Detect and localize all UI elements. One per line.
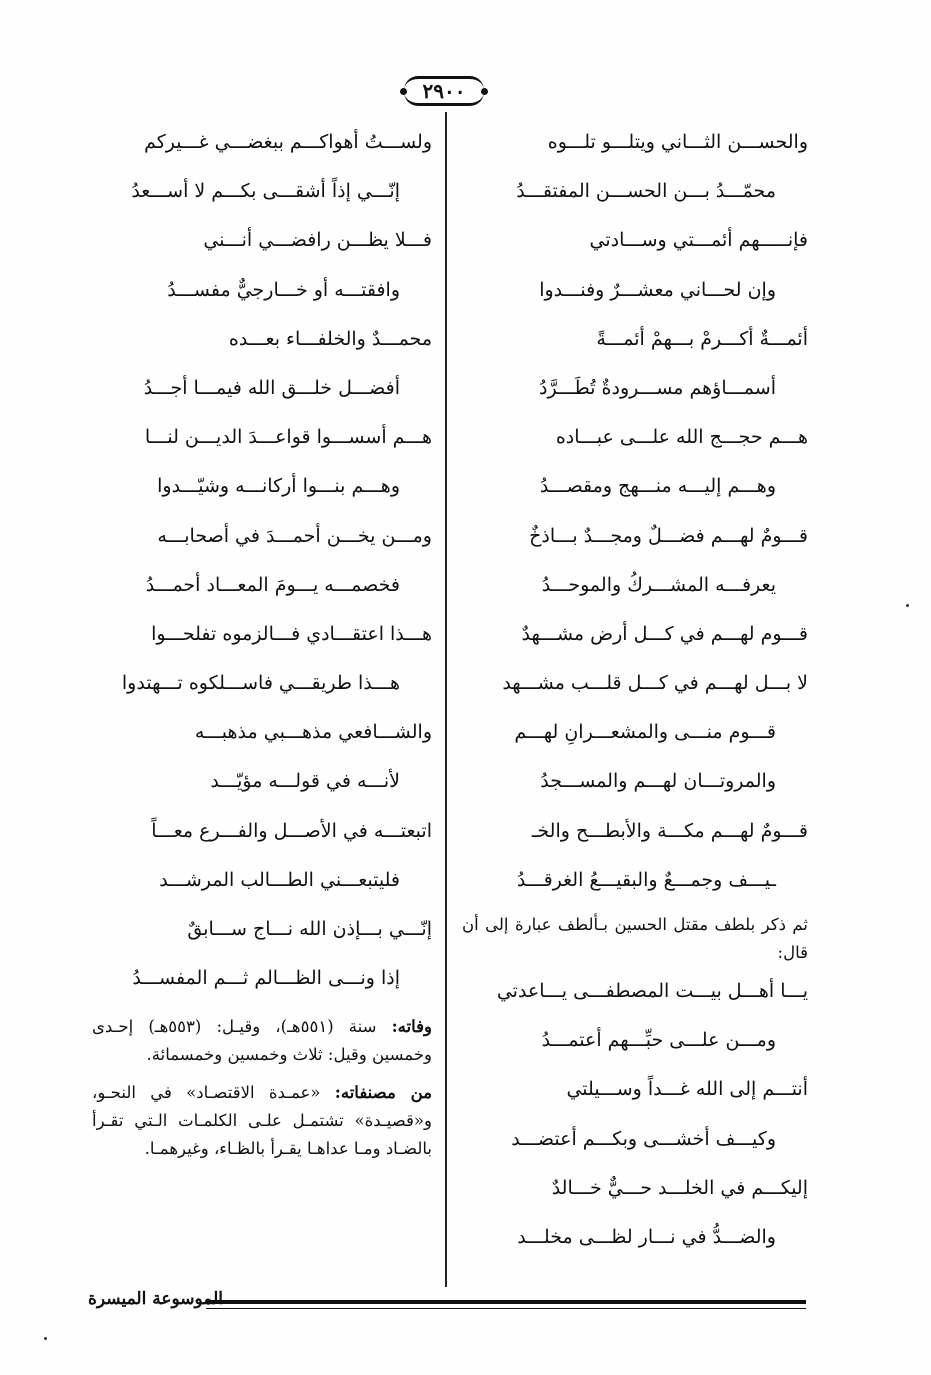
verse-line: وإن لحـــاني معشـــرٌ وفنـــدوا <box>539 278 776 301</box>
verse-line: لا بـــل لهـــم في كـــل قلـــب مشـــهد <box>502 672 808 695</box>
verse-line: إنّـــي بـــإذن الله نـــاج ســـابقٌ <box>187 918 432 940</box>
page-number: ٢٩٠٠ <box>422 79 466 103</box>
verse-line: هـــم أسســـوا قواعـــدَ الديـــن لنـــا <box>144 426 432 449</box>
verse-line: ومـــن علـــى حبِّـــهم أعتمـــدُ <box>541 1029 776 1052</box>
verse-line: محمـــدٌ والخلفـــاء بعـــده <box>228 327 432 350</box>
verse-line: ولســـتُ أهواكـــم ببغضـــي غـــيركم <box>144 131 432 153</box>
verse-line: وافقتـــه أو خـــارجيٌّ مفســـدُ <box>167 278 400 301</box>
footer-rule <box>206 1308 806 1309</box>
death-text: سنة (٥٥١هـ)، وقيـل: (٥٥٣هـ) إحـدى وخمسين وقيل: ثلاث وخمسين وخمسمائة. <box>92 1017 432 1065</box>
works-text: «عمـدة الاقتصـاد» في النحـو، و«قصيـدة» تشتمـل علـى الكلمـات الـتي تقـرأ بالضـاد ومـا عداهـا يقـرأ بالظـاء، وغيرهمـا. <box>92 1083 432 1159</box>
death-paragraph <box>92 1013 432 1069</box>
footer-title: الموسوعة الميسرة <box>88 1289 224 1309</box>
verse-line: قـــوم منـــى والمشعـــرانِ لهـــم <box>514 721 776 744</box>
column-divider <box>445 112 447 1287</box>
page-number-frame <box>404 76 484 106</box>
verse-line: هـــذا اعتقـــادي فـــالزموه تفلحـــوا <box>151 622 432 645</box>
verse-line: إذا ونـــى الظـــالم ثـــم المفســـدُ <box>132 967 400 990</box>
left-column <box>92 122 432 1163</box>
verse-line: اتبعتـــه في الأصـــل والفـــرع معـــاً <box>151 819 432 842</box>
verse-line: وكيـــف أخشـــى وبكـــم أعتضـــد <box>511 1127 776 1150</box>
verse-line: إليكـــم في الخلـــد حـــيٌّ خـــالدٌ <box>551 1176 808 1199</box>
verse-line: والمروتـــان لهـــم والمســـجدُ <box>540 770 776 793</box>
verse-line: فإنـــــهم أئمـــتي وســـادتي <box>589 229 808 252</box>
works-label: من مصنفاته: <box>334 1083 432 1103</box>
works-paragraph <box>92 1079 432 1163</box>
verse-line: فـــلا يظـــن رافضـــي أنـــني <box>203 229 432 252</box>
verse-line: وهـــم بنـــوا أركانـــه وشيّـــدوا <box>157 475 400 498</box>
scan-speck <box>906 604 909 607</box>
footer-rule <box>206 1300 806 1304</box>
death-label: وفاته: <box>391 1017 432 1037</box>
verse-line: أسمـــاؤهم مســـرودةٌ تُطَـــرَّدُ <box>538 376 776 399</box>
verse-line: فخصمـــه يـــومَ المعـــاد أحمـــدُ <box>145 573 400 596</box>
verse-line: أفضـــل خلـــق الله فيمـــا أجـــدُ <box>143 376 400 399</box>
ornament-dot <box>400 88 407 95</box>
verse-line: قـــوم لهـــم في كـــل أرض مشـــهدٌ <box>521 622 808 645</box>
verse-line: يـــا أهـــل بيـــت المصطفـــى يـــاعدتي <box>496 980 808 1002</box>
verse-line: والشـــافعي مذهـــبي مذهبـــه <box>194 721 432 744</box>
verse-line: والحســـن الثـــاني ويتلـــو تلـــوه <box>547 131 808 153</box>
prose-paragraph: ثم ذكر بلطف مقتل الحسين بـألطف عبارة إلى أن قال: <box>462 915 808 962</box>
verse-line: ـيـــف وجمـــعٌ والبقيـــعُ الغرقـــدُ <box>516 868 776 891</box>
verse-line: هـــذا طريقـــي فاســـلكوه تـــهتدوا <box>121 672 400 695</box>
scan-speck <box>44 1337 47 1340</box>
right-column <box>462 122 808 1266</box>
verse-line: أنتـــم إلى الله غـــداً وســـيلتي <box>566 1078 808 1101</box>
verse-line: محمّـــدُ بـــن الحســـن المفتقـــدُ <box>516 180 776 203</box>
verse-line: وهـــم إليـــه منـــهج ومقصـــدُ <box>539 475 776 498</box>
verse-line: ومـــن يخـــن أحمـــدَ في أصحابـــه <box>157 524 432 547</box>
ornament-dot <box>481 88 488 95</box>
verse-line: قـــومٌ لهـــم فضـــلٌ ومجـــدٌ بـــاذخٌ <box>529 524 808 547</box>
verse-line: أئمـــةٌ أكـــرمْ بـــهمْ أئمـــةً <box>596 327 808 350</box>
verse-line: لأنـــه في قولـــه مؤيّـــد <box>210 770 400 793</box>
verse-line: يعرفـــه المشـــركُ والموحـــدُ <box>541 573 776 596</box>
verse-line: قـــومٌ لهـــم مكـــة والأبطـــح والخـ <box>531 819 808 842</box>
verse-line: والضـــدُّ في نـــار لظـــى مخلـــد <box>517 1225 776 1248</box>
verse-line: فليتبعـــني الطـــالب المرشـــد <box>159 868 400 891</box>
verse-line: إنّـــي إذاً أشقـــى بكـــم لا أســـعدُ <box>131 180 400 203</box>
verse-line: هـــم حجـــج الله علـــى عبـــاده <box>555 426 808 449</box>
